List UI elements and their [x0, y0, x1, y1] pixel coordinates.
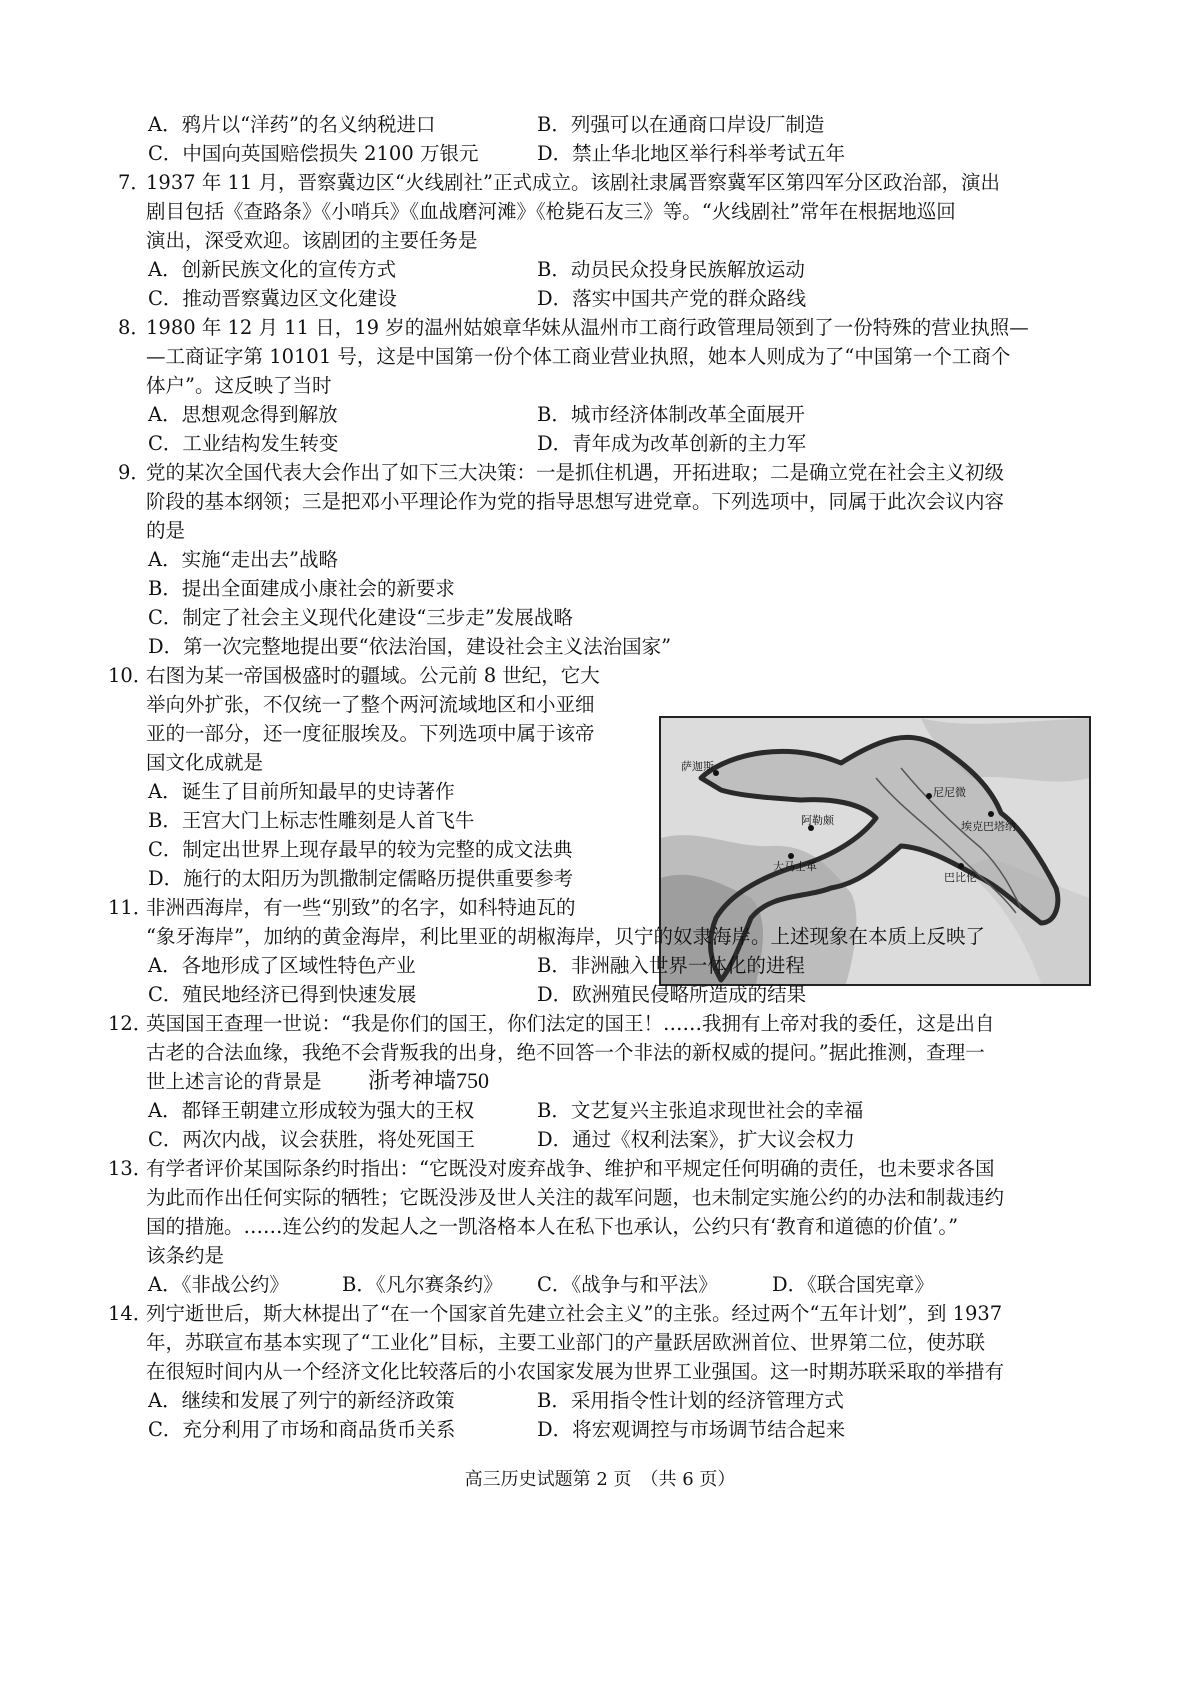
q11-option-c: C．殖民地经济已得到快速发展 — [148, 983, 417, 1006]
map-label-aleppo: 阿勒颇 — [801, 814, 834, 827]
q13-number: 13． — [108, 1157, 153, 1180]
q12-stem-line: 古老的合法血缘，我绝不会背叛我的出身，绝不回答一个非法的新权威的提问。”据此推测，查理一 — [146, 1041, 985, 1064]
q7-option-a: A．创新民族文化的宣传方式 — [148, 258, 397, 281]
map-label-sardis: 萨迦斯 — [681, 760, 714, 773]
q14-option-b: B．采用指令性计划的经济管理方式 — [537, 1389, 844, 1412]
q6-option-d: D．禁止华北地区举行科举考试五年 — [537, 142, 846, 165]
q13-option-c: C．《战争与和平法》 — [537, 1273, 718, 1296]
q7-stem-line: 1937 年 11 月，晋察冀边区“火线剧社”正式成立。该剧社隶属晋察冀军区第四军分区政治部，演出 — [146, 171, 1000, 194]
q10-number: 10． — [108, 664, 153, 687]
q14-stem-line: 年，苏联宣布基本实现了“工业化”目标，主要工业部门的产量跃居欧洲首位、世界第二位，使苏联 — [146, 1331, 985, 1354]
q11-stem-line: 非洲西海岸，有一些“别致”的名字，如科特迪瓦的 — [146, 896, 576, 919]
q14-stem-line: 列宁逝世后，斯大林提出了“在一个国家首先建立社会主义”的主张。经过两个“五年计划”，到 1937 — [146, 1302, 1003, 1325]
q8-option-c: C．工业结构发生转变 — [148, 432, 339, 455]
q12-option-d: D．通过《权利法案》，扩大议会权力 — [537, 1128, 855, 1151]
q7-stem-line: 演出，深受欢迎。该剧团的主要任务是 — [146, 229, 478, 252]
q8-option-a: A．思想观念得到解放 — [148, 403, 338, 426]
q9-option-c: C．制定了社会主义现代化建设“三步走”发展战略 — [148, 606, 573, 629]
q13-option-d: D．《联合国宪章》 — [772, 1273, 934, 1296]
q12-option-b: B．文艺复兴主张追求现世社会的幸福 — [537, 1099, 864, 1122]
q6-option-b: B．列强可以在通商口岸设厂制造 — [537, 113, 825, 136]
map-label-damascus: 大马士革 — [773, 860, 817, 873]
q13-stem-line: 国的措施。……连公约的发起人之一凯洛格本人在私下也承认，公约只有‘教育和道德的价值’。” — [146, 1215, 959, 1238]
map-label-nineveh: 尼尼微 — [933, 786, 966, 799]
q9-stem-line: 党的某次全国代表大会作出了如下三大决策：一是抓住机遇，开拓进取；二是确立党在社会主义初级 — [146, 461, 1005, 484]
q7-option-b: B．动员民众投身民族解放运动 — [537, 258, 805, 281]
q13-option-a: A．《非战公约》 — [148, 1273, 289, 1296]
q10-stem-line: 举向外扩张，不仅统一了整个两河流域地区和小亚细 — [146, 693, 595, 716]
page-footer: 高三历史试题第 2 页 （共 6 页） — [464, 1469, 736, 1490]
q9-option-d: D．第一次完整地提出要“依法治国，建设社会主义法治国家” — [148, 635, 672, 658]
q8-stem-line: 体户”。这反映了当时 — [146, 374, 332, 397]
q10-option-a: A．诞生了目前所知最早的史诗著作 — [148, 780, 455, 803]
q11-number: 11． — [108, 896, 153, 919]
q7-stem-line: 剧目包括《查路条》《小哨兵》《血战磨河滩》《枪毙石友三》等。“火线剧社”常年在根据地巡回 — [146, 200, 956, 223]
q7-number: 7． — [118, 171, 150, 194]
q8-option-b: B．城市经济体制改革全面展开 — [537, 403, 805, 426]
q6-option-a: A．鸦片以“洋药”的名义纳税进口 — [148, 113, 436, 136]
q11-option-a: A．各地形成了区域性特色产业 — [148, 954, 416, 977]
q13-stem-line: 有学者评价某国际条约时指出：“它既没对废弃战争、维护和平规定任何明确的责任，也未要求各国 — [146, 1157, 995, 1180]
q14-option-d: D．将宏观调控与市场调节结合起来 — [537, 1418, 846, 1441]
q10-option-c: C．制定出世界上现存最早的较为完整的成文法典 — [148, 838, 573, 861]
q6-option-c: C．中国向英国赔偿损失 2100 万银元 — [148, 142, 479, 165]
q10-stem-line: 亚的一部分，还一度征服埃及。下列选项中属于该帝 — [146, 722, 595, 745]
q12-option-c: C．两次内战，议会获胜，将处死国王 — [148, 1128, 475, 1151]
q12-number: 12． — [108, 1012, 153, 1035]
q12-stem-line: 英国国王查理一世说：“我是你们的国王，你们法定的国王！……我拥有上帝对我的委任，这是出自 — [146, 1012, 995, 1035]
q12-option-a: A．都铎王朝建立形成较为强大的王权 — [148, 1099, 475, 1122]
q8-stem-line: 1980 年 12 月 11 日，19 岁的温州姑娘章华妹从温州市工商行政管理局领到了一份特殊的营业执照— — [146, 316, 1029, 339]
q11-option-b: B．非洲融入世界一体化的进程 — [537, 954, 805, 977]
watermark-text: 浙考神墙750 — [368, 1068, 490, 1093]
q14-stem-line: 在很短时间内从一个经济文化比较落后的小农国家发展为世界工业强国。这一时期苏联采取的举措有 — [146, 1360, 1005, 1383]
q9-stem-line: 的是 — [146, 519, 186, 542]
q8-option-d: D．青年成为改革创新的主力军 — [537, 432, 807, 455]
map-label-babylon: 巴比伦 — [944, 871, 977, 884]
q11-option-d: D．欧洲殖民侵略所造成的结果 — [537, 983, 807, 1006]
q9-option-b: B．提出全面建成小康社会的新要求 — [148, 577, 455, 600]
q11-stem-line: “象牙海岸”，加纳的黄金海岸，利比里亚的胡椒海岸，贝宁的奴隶海岸。上述现象在本质上反映了 — [146, 925, 985, 948]
q8-stem-line: —工商证字第 10101 号，这是中国第一份个体工商业营业执照，她本人则成为了“中国第一个工商个 — [146, 345, 1011, 368]
q13-option-b: B．《凡尔赛条约》 — [342, 1273, 503, 1296]
q10-option-d: D．施行的太阳历为凯撒制定儒略历提供重要参考 — [148, 867, 574, 890]
q14-number: 14． — [108, 1302, 153, 1325]
q14-option-a: A．继续和发展了列宁的新经济政策 — [148, 1389, 455, 1412]
q8-number: 8． — [118, 316, 150, 339]
q13-stem-line: 为此而作出任何实际的牺牲；它既没涉及世人关注的裁军问题，也未制定实施公约的办法和制裁违约 — [146, 1186, 1005, 1209]
q7-option-c: C．推动晋察冀边区文化建设 — [148, 287, 397, 310]
q7-option-d: D．落实中国共产党的群众路线 — [537, 287, 807, 310]
q10-option-b: B．王宫大门上标志性雕刻是人首飞牛 — [148, 809, 475, 832]
q13-stem-line: 该条约是 — [146, 1244, 225, 1267]
q9-stem-line: 阶段的基本纲领；三是把邓小平理论作为党的指导思想写进党章。下列选项中，同属于此次会议内容 — [146, 490, 1005, 513]
q14-option-c: C．充分利用了市场和商品货币关系 — [148, 1418, 456, 1441]
q9-number: 9． — [118, 461, 150, 484]
q9-option-a: A．实施“走出去”战略 — [148, 548, 339, 571]
q12-stem-line: 世上述言论的背景是 — [146, 1070, 322, 1093]
q10-stem-line: 右图为某一帝国极盛时的疆域。公元前 8 世纪，它大 — [146, 664, 600, 687]
q10-stem-line: 国文化成就是 — [146, 751, 264, 774]
map-label-ecbatana: 埃克巴塔纳 — [961, 820, 1016, 833]
